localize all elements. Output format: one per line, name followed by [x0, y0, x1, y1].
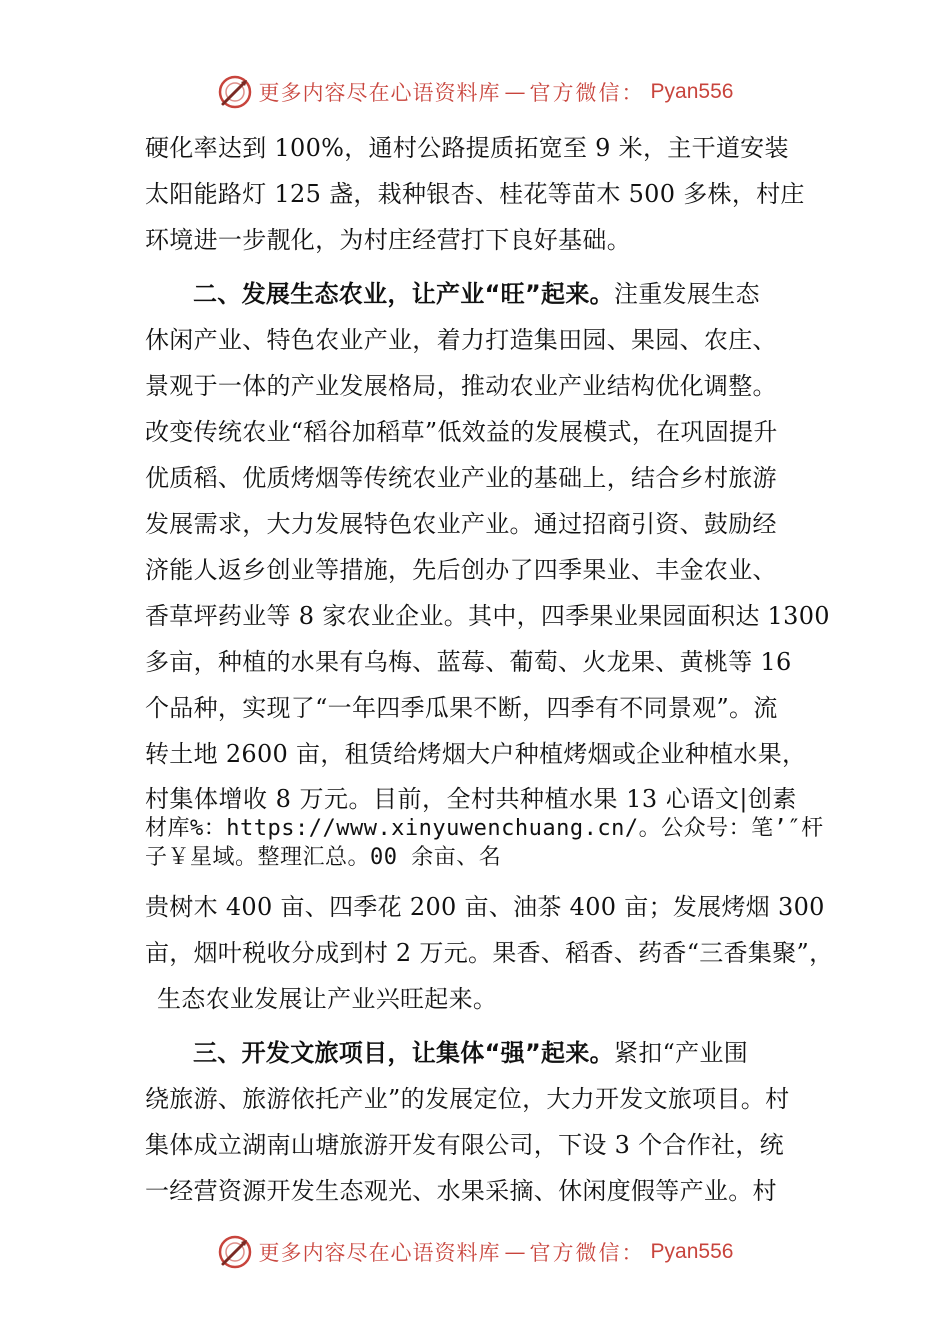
- text-line: 发展需求，大力发展特色农业产业。通过招商引资、鼓励经: [145, 510, 777, 538]
- header-watermark-banner: [0, 70, 950, 114]
- footer-watermark-banner: [0, 1230, 950, 1274]
- text-line: 太阳能路灯 125 盏，栽种银杏、桂花等苗木 500 多株，村庄: [145, 180, 805, 208]
- text-line: 生态农业发展让产业兴旺起来。: [157, 985, 498, 1013]
- section-three-lead-text: 紧扣“产业围: [613, 1039, 749, 1067]
- section-three-first-line: [145, 1030, 815, 1076]
- banner-text: 更多内容尽在心语资料库: [258, 1241, 501, 1265]
- text-line: 个品种，实现了“一年四季瓜果不断，四季有不同景观”。流: [145, 694, 778, 722]
- section-three-heading: 三、开发文旅项目，让集体“强”起来。: [193, 1039, 614, 1067]
- banner-official-label: 官方微信：: [529, 81, 645, 105]
- text-line: 一经营资源开发生态观光、水果采摘、休闲度假等产业。村: [145, 1177, 777, 1205]
- inserted-ad-line: 子￥星域。整理汇总。00 余亩、名: [145, 845, 502, 870]
- text-line: 优质稻、优质烤烟等传统农业产业的基础上，结合乡村旅游: [145, 464, 777, 492]
- text-line: 改变传统农业“稻谷加稻草”低效益的发展模式，在巩固提升: [145, 418, 778, 446]
- text-line: 景观于一体的产业发展格局，推动农业产业结构优化调整。: [145, 372, 777, 400]
- text-line: 绕旅游、旅游依托产业”的发展定位，大力开发文旅项目。村: [145, 1085, 790, 1113]
- section-two-lead-text: 注重发展生态: [613, 280, 760, 308]
- text-line: 休闲产业、特色农业产业，着力打造集田园、果园、农庄、: [145, 326, 777, 354]
- logo-icon: [217, 74, 253, 110]
- section-two-first-line: [145, 271, 815, 317]
- text-line: 亩，烟叶税收分成到村 2 万元。果香、稻香、药香“三香集聚”，: [145, 939, 834, 967]
- banner-separator: —: [504, 1240, 526, 1264]
- inserted-ad-line: 材库%：https://www.xinyuwenchuang.cn/。公众号：笔’″杆: [145, 816, 824, 841]
- banner-wechat-id: Pyan556: [650, 1240, 734, 1263]
- logo-icon: [217, 1234, 253, 1270]
- text-line: 硬化率达到 100%，通村公路提质拓宽至 9 米，主干道安装: [145, 134, 789, 162]
- text-line: 贵树木 400 亩、四季花 200 亩、油茶 400 亩；发展烤烟 300: [145, 893, 825, 921]
- document-body: [145, 125, 834, 1214]
- inserted-ad-line: 村集体增收 8 万元。目前，全村共种植水果 13 心语文|创素: [145, 785, 797, 813]
- banner-separator: —: [504, 80, 526, 104]
- text-line: 集体成立湖南山塘旅游开发有限公司，下设 3 个合作社，统: [145, 1131, 784, 1159]
- banner-wechat-id: Pyan556: [650, 80, 734, 103]
- text-line: 济能人返乡创业等措施，先后创办了四季果业、丰金农业、: [145, 556, 777, 584]
- banner-text: 更多内容尽在心语资料库: [258, 81, 501, 105]
- text-line: 多亩，种植的水果有乌梅、蓝莓、葡萄、火龙果、黄桃等 16: [145, 648, 792, 676]
- text-line: 香草坪药业等 8 家农业企业。其中，四季果业果园面积达 1300: [145, 602, 830, 630]
- banner-official-label: 官方微信：: [529, 1241, 645, 1265]
- text-line: 环境进一步靓化，为村庄经营打下良好基础。: [145, 226, 631, 254]
- section-two-heading: 二、发展生态农业，让产业“旺”起来。: [193, 280, 614, 308]
- text-line: 转土地 2600 亩，租赁给烤烟大户种植烤烟或企业种植水果，: [145, 740, 807, 768]
